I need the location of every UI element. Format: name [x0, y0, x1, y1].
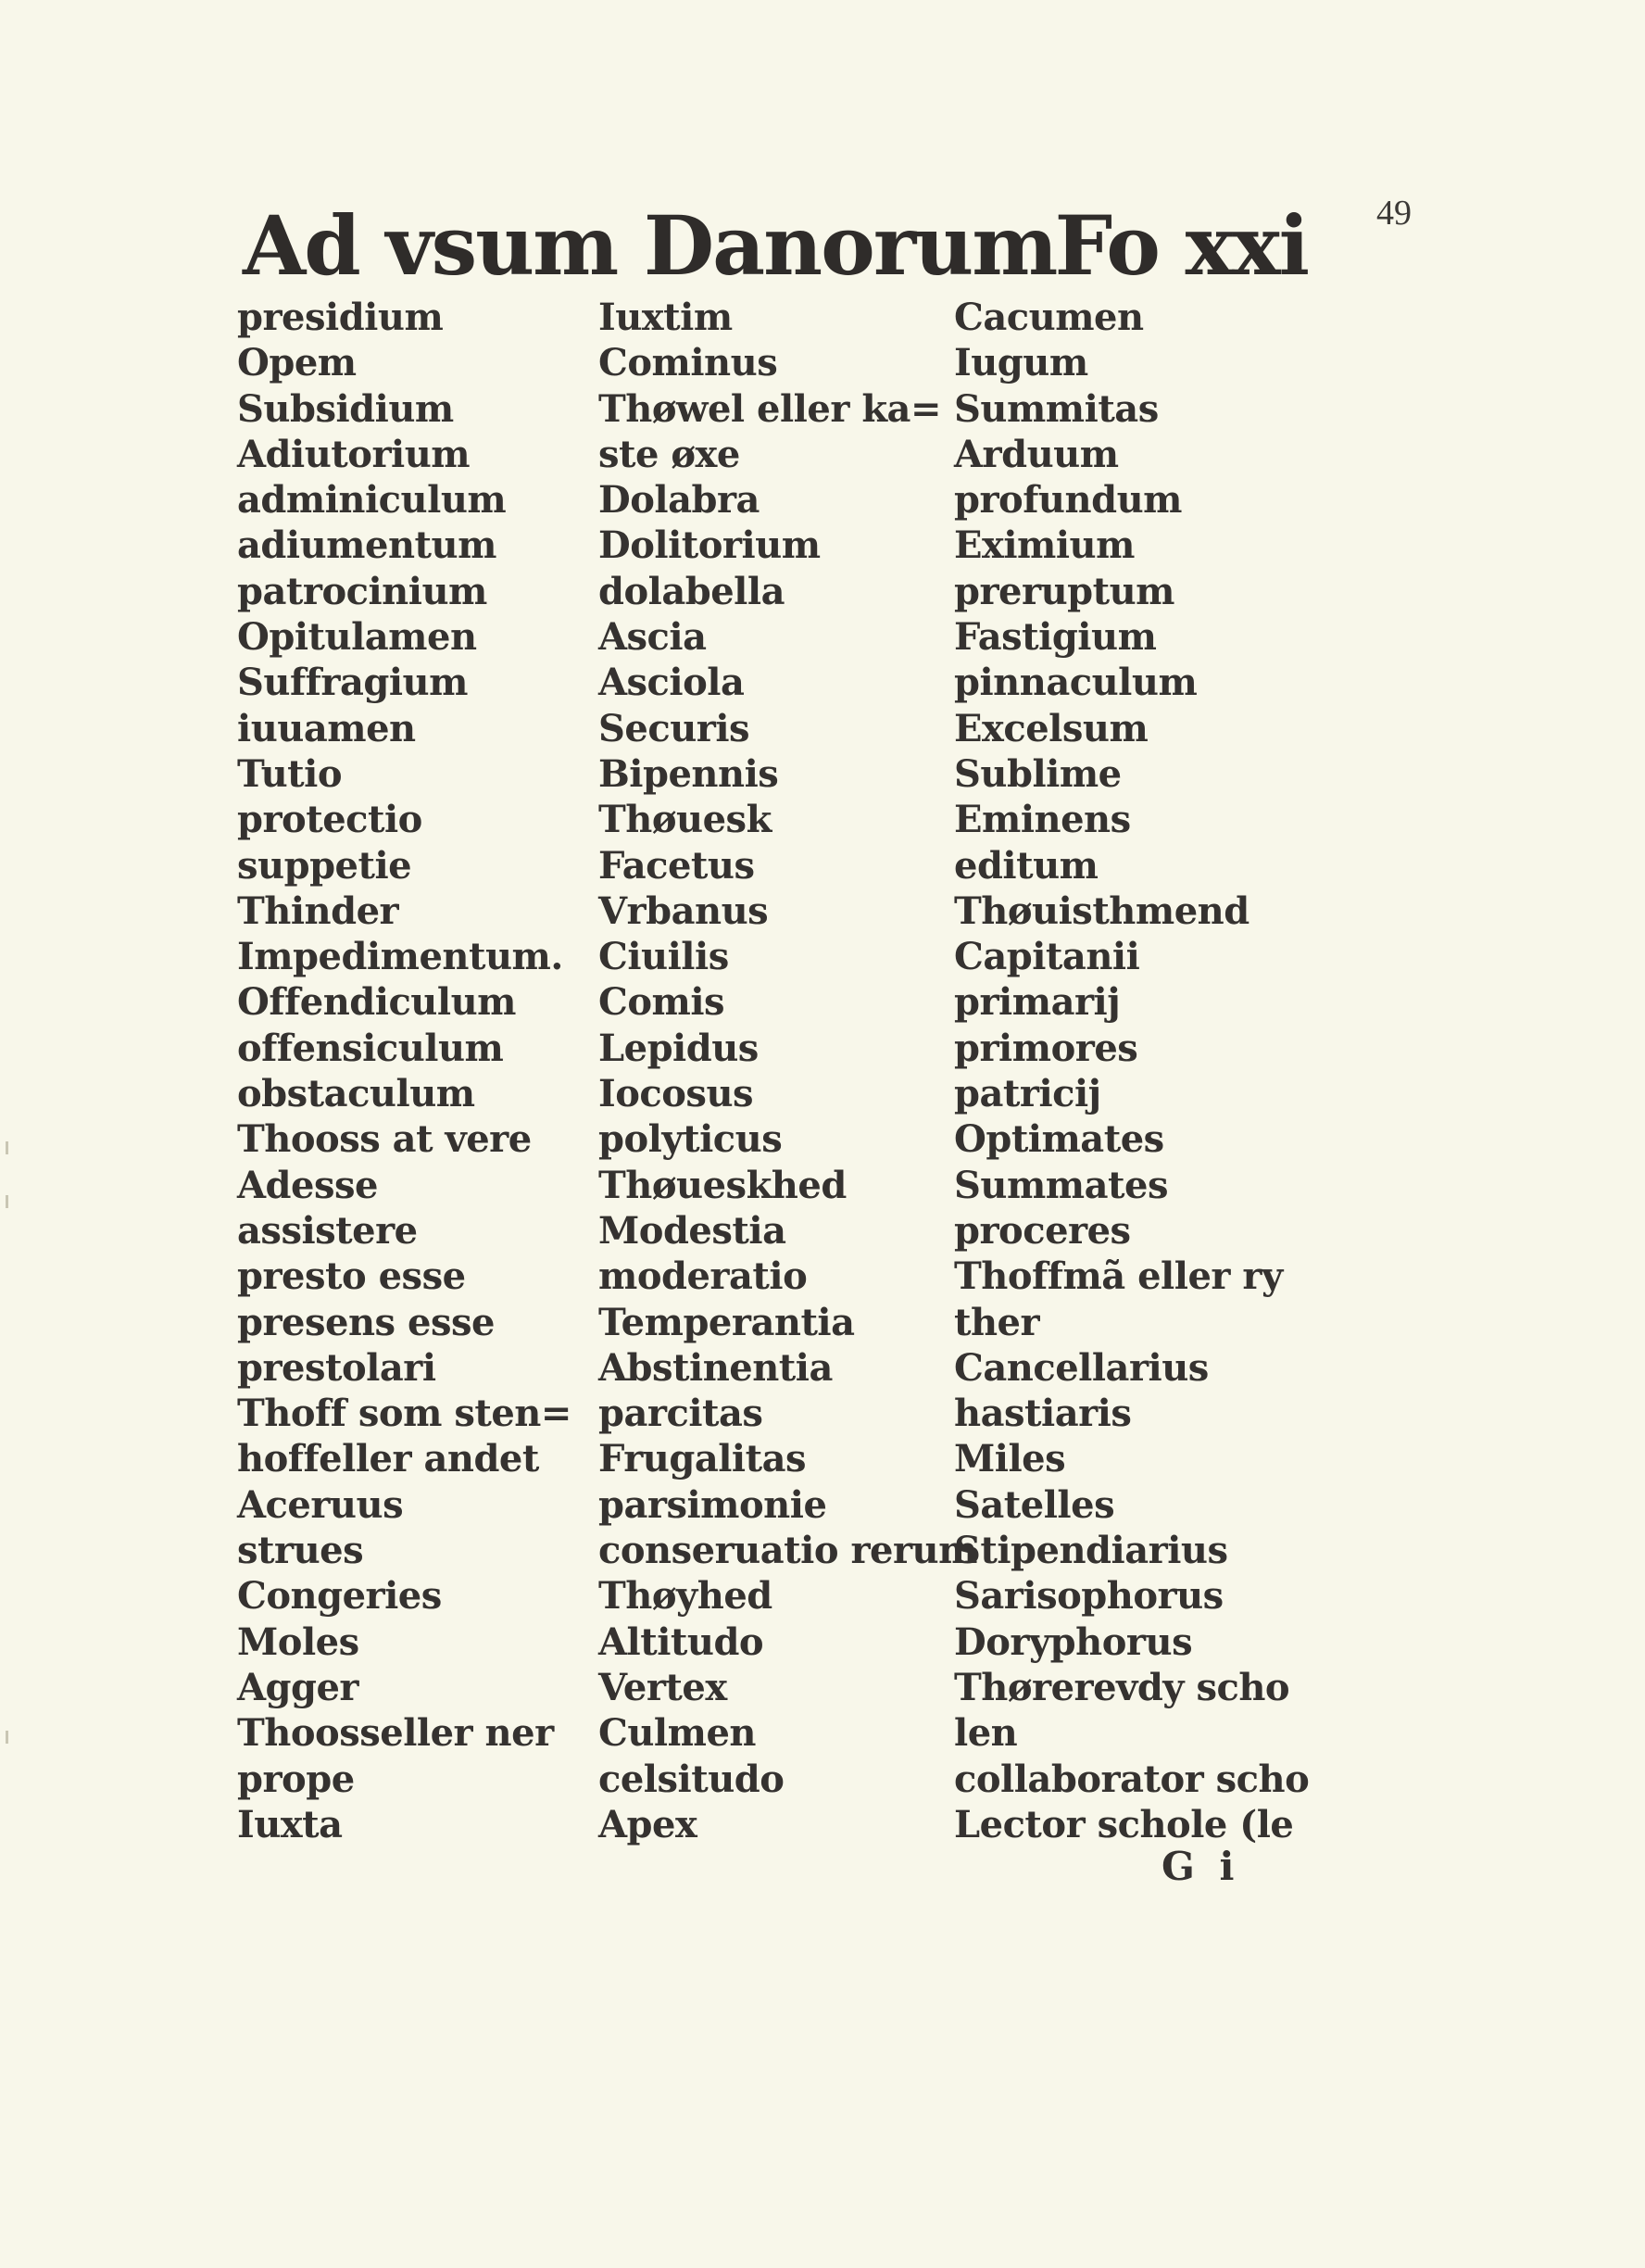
word-entry: Thøyhed: [598, 1574, 772, 1619]
word-entry: Adesse: [237, 1163, 378, 1207]
word-entry: Cominus: [598, 341, 778, 385]
page-edge-mark: [6, 1141, 8, 1154]
word-entry: Moles: [237, 1619, 359, 1664]
word-entry: primarij: [954, 980, 1121, 1025]
word-entry: Excelsum: [954, 706, 1149, 750]
signature-catchword: G i: [1162, 1844, 1240, 1889]
word-entry: Agger: [237, 1665, 358, 1709]
word-entry: ste øxe: [598, 432, 740, 476]
word-entry: primores: [954, 1026, 1138, 1070]
word-entry: Vrbanus: [598, 888, 769, 933]
word-entry: Modestia: [598, 1208, 786, 1253]
page-number: 49: [1376, 194, 1412, 233]
word-entry: Thinder: [237, 888, 399, 933]
word-entry: moderatio: [598, 1254, 808, 1299]
word-entry: Securis: [598, 706, 750, 750]
word-entry: Miles: [954, 1437, 1066, 1481]
word-entry: Facetus: [598, 843, 755, 888]
word-entry: celsitudo: [598, 1757, 785, 1801]
word-entry: Summates: [954, 1163, 1168, 1207]
word-entry: Ascia: [598, 615, 707, 660]
word-entry: Asciola: [598, 661, 745, 705]
word-entry: hoffeller andet: [237, 1437, 539, 1481]
word-entry: presto esse: [237, 1254, 466, 1299]
word-entry: Opitulamen: [237, 615, 477, 660]
word-entry: Thøuesk: [598, 798, 772, 842]
word-entry: strues: [237, 1529, 364, 1573]
word-entry: Suffragium: [237, 661, 468, 705]
word-entry: Comis: [598, 980, 725, 1025]
word-entry: Ciuilis: [598, 935, 729, 979]
word-entry: Thøuisthmend: [954, 888, 1249, 933]
word-entry: prope: [237, 1757, 355, 1801]
word-entry: offensiculum: [237, 1026, 504, 1070]
word-entry: dolabella: [598, 569, 785, 613]
word-entry: Doryphorus: [954, 1619, 1193, 1664]
word-entry: suppetie: [237, 843, 412, 888]
word-entry: Capitanii: [954, 935, 1140, 979]
word-entry: Culmen: [598, 1711, 756, 1756]
word-entry: pinnaculum: [954, 661, 1198, 705]
word-entry: Lepidus: [598, 1026, 759, 1070]
word-entry: Optimates: [954, 1117, 1164, 1162]
word-entry: Thørerevdy scho: [954, 1665, 1290, 1709]
word-entry: Eminens: [954, 798, 1131, 842]
word-entry: Cacumen: [954, 296, 1144, 339]
word-column-3: [954, 295, 1325, 1847]
word-entry: Thøwel eller ka=: [598, 386, 941, 431]
word-entry: patricij: [954, 1072, 1101, 1116]
word-entry: ther: [954, 1300, 1040, 1344]
word-entry: Iocosus: [598, 1072, 754, 1116]
word-entry: assistere: [237, 1208, 418, 1253]
word-entry: Abstinentia: [598, 1345, 833, 1390]
word-entry: len: [954, 1711, 1018, 1756]
word-entry: hastiaris: [954, 1392, 1132, 1436]
word-entry: Bipennis: [598, 751, 779, 796]
word-entry: Thoffmã eller ry: [954, 1254, 1283, 1299]
word-entry: collaborator scho: [954, 1757, 1310, 1801]
word-entry: parcitas: [598, 1392, 763, 1436]
word-entry: prestolari: [237, 1345, 436, 1390]
word-entry: Opem: [237, 341, 357, 385]
word-entry: adiumentum: [237, 523, 496, 568]
word-entry: Offendiculum: [237, 980, 516, 1025]
word-entry: Summitas: [954, 386, 1159, 431]
word-entry: Fastigium: [954, 615, 1157, 660]
word-entry: Arduum: [954, 432, 1119, 476]
word-column-2: [598, 295, 977, 1847]
word-entry: proceres: [954, 1208, 1131, 1253]
word-entry: Eximium: [954, 523, 1135, 568]
word-entry: Iuxtim: [598, 296, 733, 339]
word-entry: Satelles: [954, 1482, 1115, 1527]
word-entry: obstaculum: [237, 1072, 475, 1116]
word-entry: Dolabra: [598, 478, 760, 523]
word-entry: polyticus: [598, 1117, 783, 1162]
word-entry: Tutio: [237, 751, 343, 796]
word-entry: editum: [954, 843, 1099, 888]
word-entry: Apex: [598, 1802, 697, 1846]
page-header: [243, 195, 1308, 296]
word-entry: Congeries: [237, 1574, 442, 1619]
word-entry: iuuamen: [237, 706, 416, 750]
word-entry: Thoosseller ner: [237, 1711, 554, 1756]
word-entry: profundum: [954, 478, 1182, 523]
running-title: Ad vsum Danorum: [243, 197, 1057, 294]
word-entry: adminiculum: [237, 478, 507, 523]
word-entry: Iuxta: [237, 1802, 343, 1846]
word-entry: Thooss at vere: [237, 1117, 532, 1162]
word-entry: protectio: [237, 798, 422, 842]
word-entry: Vertex: [598, 1665, 727, 1709]
page-edge-mark: [6, 1195, 8, 1208]
word-entry: Sarisophorus: [954, 1574, 1224, 1619]
word-entry: Temperantia: [598, 1300, 855, 1344]
word-entry: Iugum: [954, 341, 1088, 385]
word-entry: presens esse: [237, 1300, 495, 1344]
word-entry: presidium: [237, 296, 444, 339]
page-edge-mark: [6, 1731, 8, 1744]
word-entry: Thøueskhed: [598, 1163, 847, 1207]
word-entry: Stipendiarius: [954, 1529, 1228, 1573]
word-entry: Cancellarius: [954, 1345, 1209, 1390]
word-column-1: [237, 295, 598, 1847]
word-entry: Lector schole (le: [954, 1802, 1294, 1846]
word-entry: Dolitorium: [598, 523, 821, 568]
word-entry: Sublime: [954, 751, 1122, 796]
word-entry: conseruatio rerum: [598, 1529, 977, 1573]
word-entry: parsimonie: [598, 1482, 827, 1527]
word-entry: Aceruus: [237, 1482, 404, 1527]
word-entry: preruptum: [954, 569, 1174, 613]
folio-number: Fo xxi: [1054, 197, 1308, 294]
word-entry: Altitudo: [598, 1619, 764, 1664]
word-entry: Frugalitas: [598, 1437, 807, 1481]
word-entry: Subsidium: [237, 386, 454, 431]
word-entry: Adiutorium: [237, 432, 471, 476]
word-entry: patrocinium: [237, 569, 487, 613]
word-entry: Thoff som sten=: [237, 1392, 571, 1436]
word-entry: Impedimentum.: [237, 935, 563, 979]
